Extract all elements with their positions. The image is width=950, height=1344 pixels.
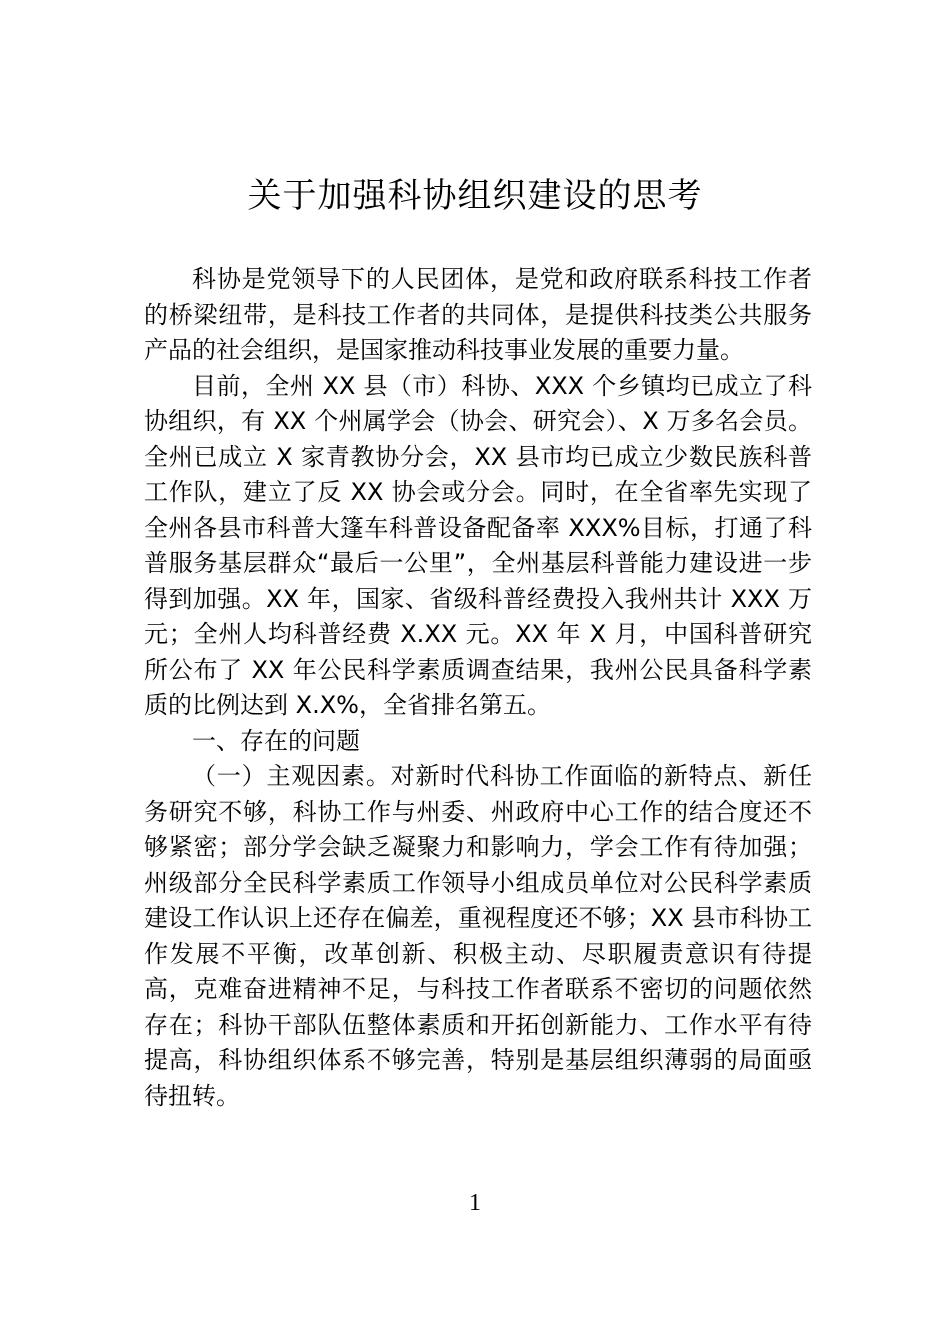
page-number: 1 <box>469 1190 481 1216</box>
document-body <box>144 262 812 1114</box>
section-heading-problems: 一、存在的问题 <box>192 726 360 755</box>
paragraph-status: 目前，全州 XX 县（市）科协、XXX 个乡镇均已成立了科协组织，有 XX 个州属学会（协会、研究会）、X 万多名会员。全州已成立 X 家青教协分会，XX 县市均已成立少数民族科普工作队，建立了反 XX 协会或分会。同时，在全省率先实现了全州各县市科普大篷车科普设备配备率 XXX%目标，打通了科普服务基层群众“最后一公里”，全州基层科普能力建设进一步得到加强。XX 年，国家、省级科普经费投入我州共计 XXX 万元；全州人均科普经费 X.XX 元。XX 年 X 月，中国科普研究所公布了 XX 年公民科学素质调查结果，我州公民具备科学素质的比例达到 X.X%，全省排名第五。 <box>144 371 812 719</box>
paragraph-subjective-factors: （一）主观因素。对新时代科协工作面临的新特点、新任务研究不够，科协工作与州委、州政府中心工作的结合度还不够紧密；部分学会缺乏凝聚力和影响力，学会工作有待加强；州级部分全民科学素质工作领导小组成员单位对公民科学素质建设工作认识上还存在偏差，重视程度还不够；XX 县市科协工作发展不平衡，改革创新、积极主动、尽职履责意识有待提高，克难奋进精神不足，与科技工作者联系不密切的问题依然存在；科协干部队伍整体素质和开拓创新能力、工作水平有待提高，科协组织体系不够完善，特别是基层组织薄弱的局面亟待扭转。 <box>144 762 812 1110</box>
document-title: 关于加强科协组织建设的思考 <box>247 176 703 216</box>
paragraph-intro: 科协是党领导下的人民团体，是党和政府联系科技工作者的桥梁纽带，是科技工作者的共同体，是提供科技类公共服务产品的社会组织，是国家推动科技事业发展的重要力量。 <box>144 265 812 364</box>
